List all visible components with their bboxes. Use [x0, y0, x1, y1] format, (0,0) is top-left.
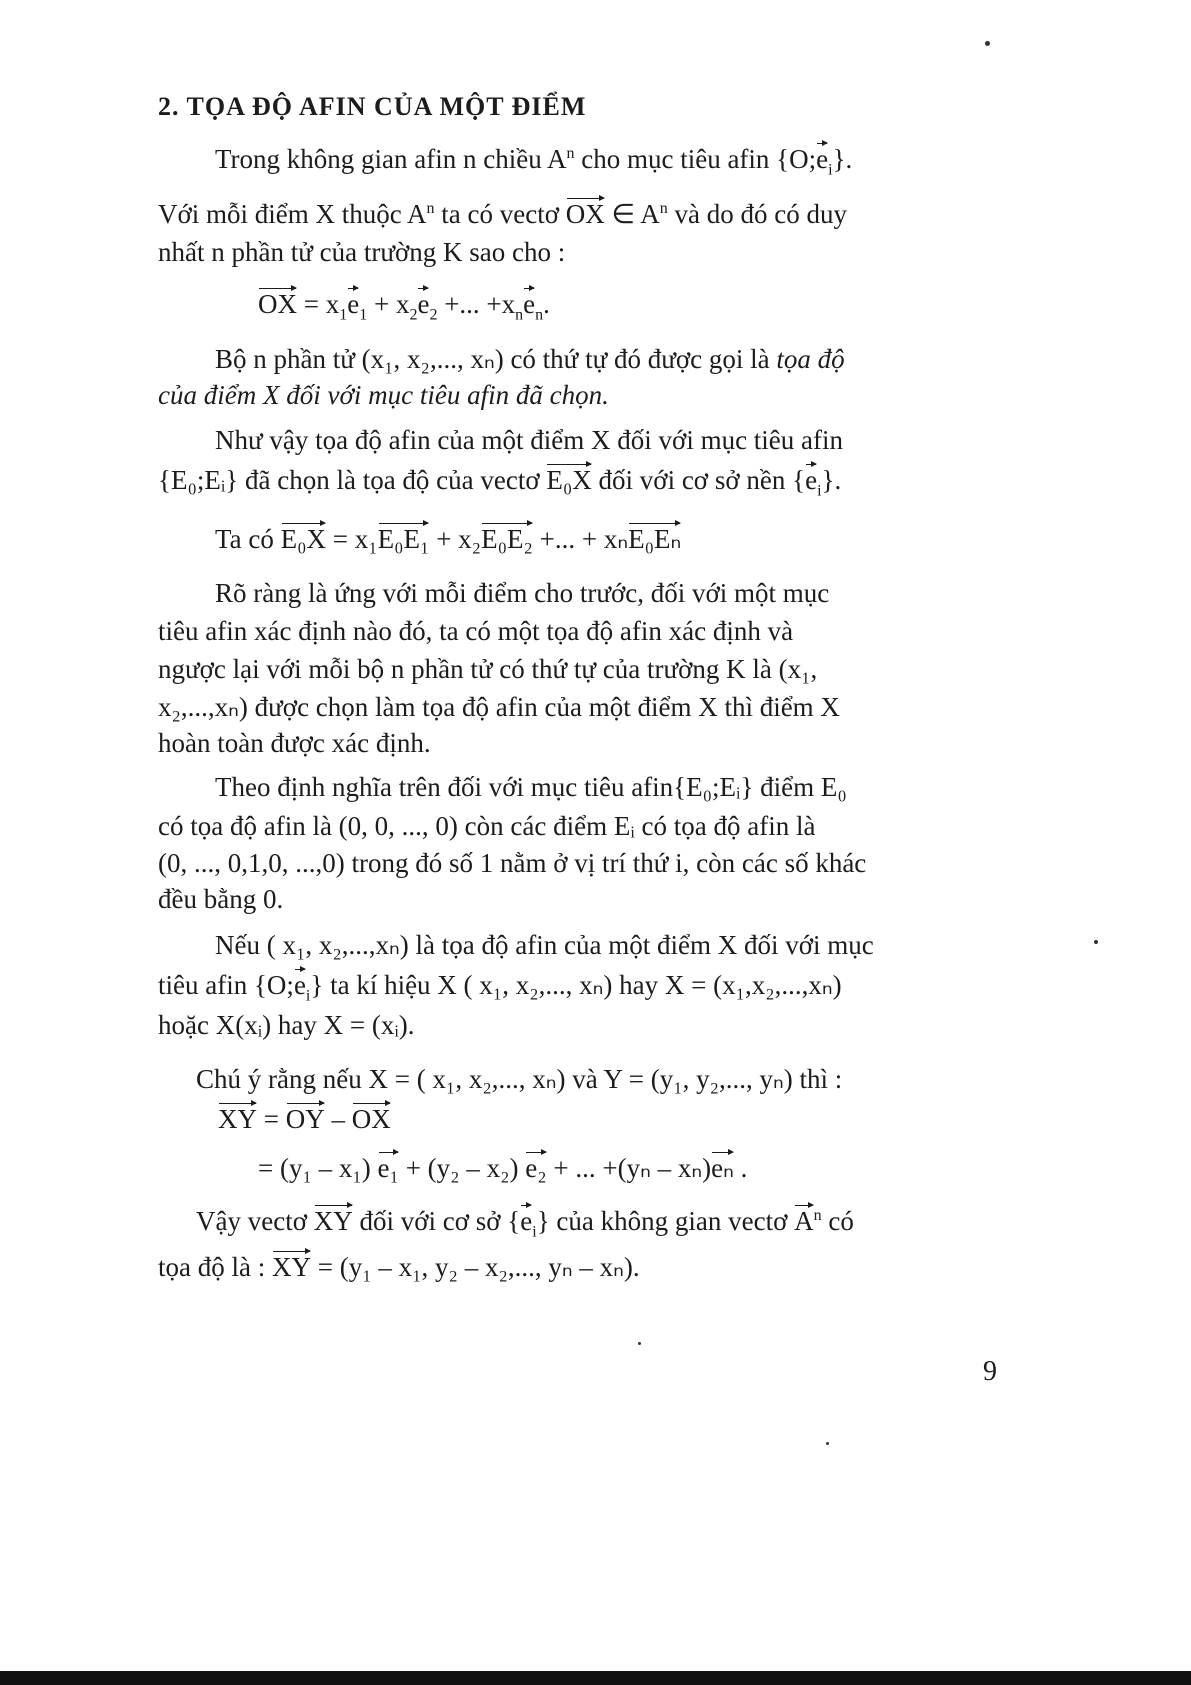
speck [826, 1442, 829, 1445]
para1-line3: nhất n phần tử của trường K sao cho : [158, 237, 566, 267]
speck [985, 41, 990, 46]
para3-line1: Như vậy tọa độ afin của một điểm X đối với mục tiêu afin [215, 425, 844, 455]
scan-bottom-edge [0, 1671, 1191, 1685]
para5-line4: đều bằng 0. [158, 884, 284, 914]
para1-line2: Với mỗi điểm X thuộc $A^n$ ta có vectơ OX ∈ $A^n$ và do đó có duy [158, 199, 847, 229]
para4-line5: hoàn toàn được xác định. [158, 728, 431, 758]
para1-line1: Trong không gian afin n chiều $A^n$ cho mục tiêu afin $\{O;e_i\}$. [215, 144, 853, 179]
page-number: 9 [983, 1356, 997, 1387]
para8-line2: tọa độ là : XY = (y₁ – x₁, y₂ – x₂,..., yₙ – xₙ). [158, 1252, 640, 1282]
para4-line4: x₂,...,xₙ) được chọn làm tọa độ afin của một điểm X thì điểm X [158, 692, 840, 722]
para2-line1: Bộ n phần tử (x₁, x₂,..., xₙ) có thứ tự đó được gọi là tọa độ [215, 344, 845, 374]
para5-line1: Theo định nghĩa trên đối với mục tiêu afin{E₀;Eᵢ} điểm E₀ [215, 772, 847, 802]
formula-ox: OX = $x_1e_1 + x_2e_2$ +... $+x_ne_n$. [258, 289, 550, 324]
para5-line2: có tọa độ afin là (0, 0, ..., 0) còn các điểm Eᵢ có tọa độ afin là [158, 811, 816, 841]
para6-line2: tiêu afin $\{O;e_i\}$ ta kí hiệu X ( x₁, x₂,..., xₙ) hay X = (x₁,x₂,...,xₙ) [158, 970, 842, 1005]
para4-line1: Rõ ràng là ứng với mỗi điểm cho trước, đối với một mục [215, 578, 830, 608]
para4-line2: tiêu afin xác định nào đó, ta có một tọa độ afin xác định và [158, 616, 794, 646]
para7-line1: Chú ý rằng nếu X = ( x₁, x₂,..., xₙ) và Y = (y₁, y₂,..., yₙ) thì : [196, 1064, 843, 1094]
para6-line1: Nếu ( x₁, x₂,...,xₙ) là tọa độ afin của một điểm X đối với mục [215, 930, 874, 960]
para3-line2: {E₀;Eᵢ} đã chọn là tọa độ của vectơ E₀X đối với cơ sở nền $\{e_i\}$. [158, 465, 842, 500]
para4-line3: ngược lại với mỗi bộ n phần tử có thứ tự của trường K là (x₁, [158, 654, 818, 684]
para5-line3: (0, ..., 0,1,0, ...,0) trong đó số 1 nằm ở vị trí thứ i, còn các số khác [158, 848, 867, 878]
speck [638, 1342, 641, 1345]
formula-e0x: Ta có E₀X = x₁E₀E₁ + x₂E₀E₂ +... + xₙE₀Eₙ [215, 524, 682, 554]
formula-xy-expansion: = (y₁ – x₁) e₁ + (y₂ – x₂) e₂ + ... +(yₙ – xₙ)eₙ . [258, 1153, 748, 1183]
speck [1094, 940, 1098, 944]
section-heading: 2. TỌA ĐỘ AFIN CỦA MỘT ĐIỂM [158, 92, 587, 121]
para8-line1: Vậy vectơ XY đối với cơ sở $\{e_i\}$ của không gian vectơ $A^n$ có [196, 1206, 854, 1241]
para2-line2: của điểm X đối với mục tiêu afin đã chọn. [158, 380, 609, 410]
formula-xy: XY = OY – OX [218, 1104, 391, 1134]
para6-line3: hoặc X(xᵢ) hay X = (xᵢ). [158, 1010, 415, 1040]
